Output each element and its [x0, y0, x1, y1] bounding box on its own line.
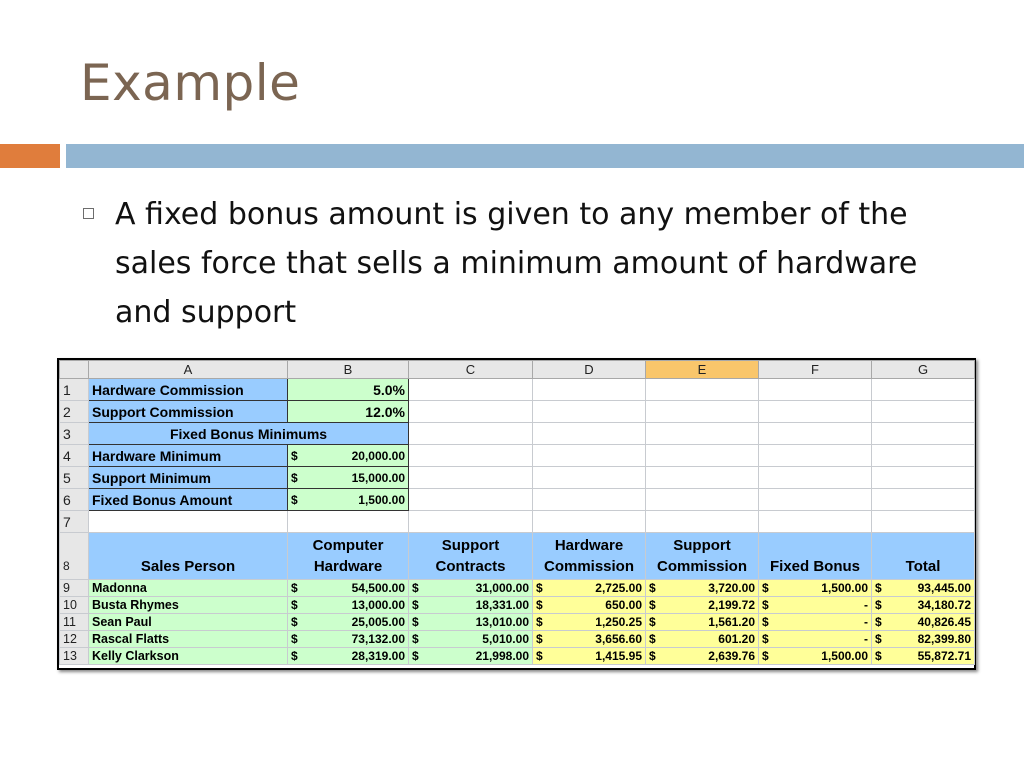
hardware-commission-cell[interactable]	[533, 631, 646, 648]
header-line-1: Support	[441, 537, 500, 554]
amount: 25,005.00	[351, 615, 405, 629]
amount: 82,399.80	[917, 632, 971, 646]
cell[interactable]	[533, 445, 646, 467]
amount: 1,500.00	[821, 581, 868, 595]
currency-symbol: $	[762, 581, 769, 595]
row-number[interactable]: 9	[60, 580, 89, 597]
fixed-bonus-cell[interactable]	[759, 614, 872, 631]
support-commission-cell[interactable]	[646, 614, 759, 631]
header-support-contracts[interactable]	[409, 533, 533, 580]
slide-title: Example	[80, 54, 301, 112]
amount: -	[864, 598, 868, 612]
cell[interactable]	[409, 379, 533, 401]
amount: 3,720.00	[708, 581, 755, 595]
column-header-c[interactable]: C	[409, 361, 533, 379]
spreadsheet	[57, 358, 976, 670]
total-cell[interactable]	[872, 631, 975, 648]
header-line-1: Support	[673, 537, 731, 554]
sales-person-cell[interactable]: Busta Rhymes	[89, 597, 288, 614]
amount: 73,132.00	[351, 632, 405, 646]
currency-symbol: $	[649, 649, 656, 663]
total-cell[interactable]	[872, 597, 975, 614]
cell[interactable]	[409, 401, 533, 423]
hardware-cell[interactable]	[288, 597, 409, 614]
cell[interactable]	[646, 401, 759, 423]
amount: 1,500.00	[358, 492, 405, 507]
cell[interactable]	[533, 423, 646, 445]
currency-symbol: $	[875, 615, 882, 629]
column-header-a[interactable]: A	[89, 361, 288, 379]
cell[interactable]	[533, 511, 646, 533]
amount: 650.00	[605, 598, 642, 612]
sales-person-cell[interactable]: Rascal Flatts	[89, 631, 288, 648]
orange-accent-bar	[0, 144, 60, 168]
cell[interactable]	[872, 489, 975, 511]
sales-person-cell[interactable]: Kelly Clarkson	[89, 648, 288, 665]
currency-symbol: $	[649, 581, 656, 595]
cell[interactable]	[759, 379, 872, 401]
sales-person-cell[interactable]: Sean Paul	[89, 614, 288, 631]
amount: 34,180.72	[917, 598, 971, 612]
cell[interactable]	[646, 511, 759, 533]
support-commission-value[interactable]: 12.0%	[288, 401, 409, 423]
row-number[interactable]: 8	[60, 533, 89, 580]
hardware-commission-label[interactable]: Hardware Commission	[89, 379, 288, 401]
fixed-bonus-cell[interactable]	[759, 597, 872, 614]
support-commission-label[interactable]: Support Commission	[89, 401, 288, 423]
support-minimum-label[interactable]: Support Minimum	[89, 467, 288, 489]
cell[interactable]	[409, 423, 533, 445]
currency-symbol: $	[536, 649, 543, 663]
sheet-row-3	[60, 423, 975, 445]
hardware-commission-value[interactable]: 5.0%	[288, 379, 409, 401]
currency-symbol: $	[875, 632, 882, 646]
sheet-row-5	[60, 467, 975, 489]
currency-symbol: $	[412, 632, 419, 646]
cell[interactable]	[872, 401, 975, 423]
sheet-row-2	[60, 401, 975, 423]
support-cell[interactable]	[409, 597, 533, 614]
currency-symbol: $	[291, 448, 298, 463]
hardware-commission-cell[interactable]	[533, 614, 646, 631]
column-header-d[interactable]: D	[533, 361, 646, 379]
hardware-cell[interactable]	[288, 631, 409, 648]
row-number[interactable]: 12	[60, 631, 89, 648]
amount: 93,445.00	[917, 581, 971, 595]
table-row	[60, 648, 975, 665]
support-commission-cell[interactable]	[646, 597, 759, 614]
cell[interactable]	[288, 511, 409, 533]
row-number[interactable]: 1	[60, 379, 89, 401]
cell[interactable]	[533, 401, 646, 423]
fixed-bonus-minimums-title[interactable]: Fixed Bonus Minimums	[89, 423, 409, 445]
hardware-minimum-value[interactable]	[288, 445, 409, 467]
cell[interactable]	[409, 445, 533, 467]
currency-symbol: $	[536, 632, 543, 646]
cell[interactable]	[759, 467, 872, 489]
row-number[interactable]: 7	[60, 511, 89, 533]
cell[interactable]	[646, 467, 759, 489]
currency-symbol: $	[536, 615, 543, 629]
square-bullet-icon	[83, 208, 94, 219]
currency-symbol: $	[412, 649, 419, 663]
support-commission-cell[interactable]	[646, 648, 759, 665]
cell[interactable]	[872, 511, 975, 533]
amount: 601.20	[718, 632, 755, 646]
amount: 2,725.00	[595, 581, 642, 595]
bullet-text: A fixed bonus amount is given to any member of the sales force that sells a minimum amount of hardware and support	[115, 197, 918, 330]
hardware-commission-cell[interactable]	[533, 648, 646, 665]
amount: 20,000.00	[351, 448, 405, 463]
header-line-2: Commission	[656, 558, 747, 575]
fixed-bonus-cell[interactable]	[759, 648, 872, 665]
cell[interactable]	[409, 511, 533, 533]
sheet-row-4	[60, 445, 975, 467]
hardware-cell[interactable]	[288, 580, 409, 597]
currency-symbol: $	[536, 581, 543, 595]
column-header-g[interactable]: G	[872, 361, 975, 379]
row-number[interactable]: 5	[60, 467, 89, 489]
sales-rows	[60, 580, 975, 665]
fixed-bonus-cell[interactable]	[759, 631, 872, 648]
column-header-f[interactable]: F	[759, 361, 872, 379]
header-sales-person[interactable]: Sales Person	[89, 533, 288, 580]
header-fixed-bonus[interactable]: Fixed Bonus	[759, 533, 872, 580]
cell[interactable]	[646, 445, 759, 467]
currency-symbol: $	[291, 598, 298, 612]
fixed-bonus-cell[interactable]	[759, 580, 872, 597]
header-computer-hardware[interactable]	[288, 533, 409, 580]
row-number[interactable]: 3	[60, 423, 89, 445]
amount: 15,000.00	[351, 470, 405, 485]
row-number[interactable]: 13	[60, 648, 89, 665]
total-cell[interactable]	[872, 580, 975, 597]
cell[interactable]	[89, 511, 288, 533]
column-header-row	[60, 361, 975, 379]
header-line-2: Commission	[543, 558, 634, 575]
cell[interactable]	[872, 423, 975, 445]
row-number[interactable]: 6	[60, 489, 89, 511]
currency-symbol: $	[291, 492, 298, 507]
column-header-e[interactable]: E	[646, 361, 759, 379]
cell[interactable]	[872, 467, 975, 489]
cell[interactable]	[759, 445, 872, 467]
amount: 13,000.00	[351, 598, 405, 612]
header-line-2: Contracts	[435, 558, 506, 575]
cell[interactable]	[759, 423, 872, 445]
currency-symbol: $	[762, 649, 769, 663]
cell[interactable]	[646, 423, 759, 445]
table-row	[60, 580, 975, 597]
currency-symbol: $	[291, 632, 298, 646]
fixed-bonus-amount-label[interactable]: Fixed Bonus Amount	[89, 489, 288, 511]
amount: 2,639.76	[708, 649, 755, 663]
spreadsheet-grid	[59, 360, 975, 665]
cell[interactable]	[646, 489, 759, 511]
hardware-cell[interactable]	[288, 648, 409, 665]
currency-symbol: $	[536, 598, 543, 612]
amount: -	[864, 632, 868, 646]
currency-symbol: $	[291, 649, 298, 663]
sheet-row-6	[60, 489, 975, 511]
currency-symbol: $	[875, 598, 882, 612]
amount: 1,561.20	[708, 615, 755, 629]
amount: 1,250.25	[595, 615, 642, 629]
cell[interactable]	[872, 445, 975, 467]
row-number[interactable]: 4	[60, 445, 89, 467]
table-row	[60, 614, 975, 631]
header-line-1: Computer	[312, 537, 384, 554]
row-number[interactable]: 10	[60, 597, 89, 614]
currency-symbol: $	[291, 470, 298, 485]
cell[interactable]	[533, 379, 646, 401]
amount: -	[864, 615, 868, 629]
cell[interactable]	[759, 511, 872, 533]
support-cell[interactable]	[409, 580, 533, 597]
cell[interactable]	[533, 489, 646, 511]
currency-symbol: $	[412, 598, 419, 612]
currency-symbol: $	[649, 598, 656, 612]
column-header-b[interactable]: B	[288, 361, 409, 379]
currency-symbol: $	[291, 615, 298, 629]
table-row	[60, 631, 975, 648]
currency-symbol: $	[649, 632, 656, 646]
amount: 18,331.00	[475, 598, 529, 612]
header-line-1: Hardware	[554, 537, 624, 554]
currency-symbol: $	[762, 598, 769, 612]
currency-symbol: $	[762, 632, 769, 646]
currency-symbol: $	[649, 615, 656, 629]
support-commission-cell[interactable]	[646, 631, 759, 648]
total-cell[interactable]	[872, 614, 975, 631]
header-support-commission[interactable]	[646, 533, 759, 580]
amount: 3,656.60	[595, 632, 642, 646]
cell[interactable]	[646, 379, 759, 401]
hardware-commission-cell[interactable]	[533, 580, 646, 597]
cell[interactable]	[409, 467, 533, 489]
support-cell[interactable]	[409, 631, 533, 648]
amount: 55,872.71	[917, 649, 971, 663]
currency-symbol: $	[412, 615, 419, 629]
blue-accent-bar	[66, 144, 1024, 168]
cell[interactable]	[872, 379, 975, 401]
sheet-row-8-headers	[60, 533, 975, 580]
table-row	[60, 597, 975, 614]
cell[interactable]	[533, 467, 646, 489]
amount: 1,500.00	[821, 649, 868, 663]
support-cell[interactable]	[409, 648, 533, 665]
amount: 1,415.95	[595, 649, 642, 663]
row-number[interactable]: 11	[60, 614, 89, 631]
currency-symbol: $	[291, 581, 298, 595]
currency-symbol: $	[875, 581, 882, 595]
total-cell[interactable]	[872, 648, 975, 665]
amount: 13,010.00	[475, 615, 529, 629]
support-minimum-value[interactable]	[288, 467, 409, 489]
header-total[interactable]: Total	[872, 533, 975, 580]
amount: 21,998.00	[475, 649, 529, 663]
header-line-2: Hardware	[313, 558, 383, 575]
hardware-commission-cell[interactable]	[533, 597, 646, 614]
amount: 28,319.00	[351, 649, 405, 663]
currency-symbol: $	[412, 581, 419, 595]
sales-person-cell[interactable]: Madonna	[89, 580, 288, 597]
cell[interactable]	[409, 489, 533, 511]
currency-symbol: $	[762, 615, 769, 629]
currency-symbol: $	[875, 649, 882, 663]
amount: 5,010.00	[482, 632, 529, 646]
cell[interactable]	[759, 401, 872, 423]
row-number[interactable]: 2	[60, 401, 89, 423]
amount: 31,000.00	[475, 581, 529, 595]
sheet-row-7	[60, 511, 975, 533]
amount: 2,199.72	[708, 598, 755, 612]
amount: 54,500.00	[351, 581, 405, 595]
hardware-minimum-label[interactable]: Hardware Minimum	[89, 445, 288, 467]
cell[interactable]	[759, 489, 872, 511]
sheet-row-1	[60, 379, 975, 401]
support-cell[interactable]	[409, 614, 533, 631]
header-hardware-commission[interactable]	[533, 533, 646, 580]
hardware-cell[interactable]	[288, 614, 409, 631]
amount: 40,826.45	[917, 615, 971, 629]
corner-cell[interactable]	[60, 361, 89, 379]
support-commission-cell[interactable]	[646, 580, 759, 597]
fixed-bonus-amount-value[interactable]	[288, 489, 409, 511]
